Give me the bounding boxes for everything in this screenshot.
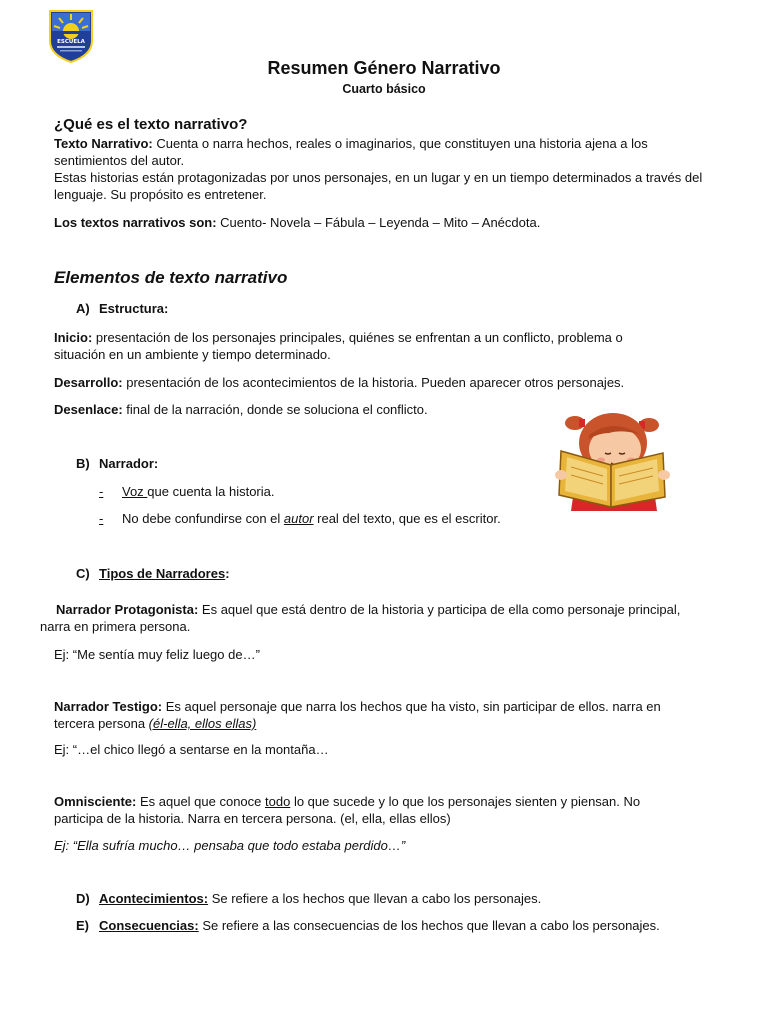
section-c-title: Tipos de Narradores xyxy=(99,566,226,581)
child-reading-icon xyxy=(553,403,671,515)
desarrollo-text: presentación de los acontecimientos de la historia. Pueden aparecer otros personajes. xyxy=(122,375,625,390)
narrator-bullet-1 xyxy=(99,484,275,499)
section-d-text: Se refiere a los hechos que llevan a cabo los personajes. xyxy=(208,891,542,906)
elements-heading: Elementos de texto narrativo xyxy=(54,268,288,287)
narrative-types xyxy=(54,214,704,231)
bullet-dash: - xyxy=(99,484,104,499)
intro-definition xyxy=(54,135,704,169)
bullet-2-autor: autor xyxy=(283,511,314,526)
section-d-title: Acontecimientos: xyxy=(99,891,209,906)
witness-example: Ej: “…el chico llegó a sentarse en la montaña… xyxy=(54,742,329,757)
section-b xyxy=(76,456,158,471)
inicio-label: Inicio: xyxy=(54,330,93,345)
school-shield-icon xyxy=(48,9,94,63)
bullet-1-pre: Voz xyxy=(122,484,148,499)
protagonist-example: Ej: “Me sentía muy feliz luego de…” xyxy=(54,647,260,662)
intro-definition-2: Estas historias están protagonizadas por unos personajes, en un lugar y en un tiempo determinados a través del lenguaje. Su propósito es entretener. xyxy=(54,170,703,202)
section-c-colon: : xyxy=(225,566,230,581)
section-e-letter: E) xyxy=(76,918,89,933)
definition-label: Texto Narrativo: xyxy=(54,136,153,151)
inicio-text: presentación de los personajes principales, quiénes se enfrentan a un conflicto, problema o situación en un ambiente y tiempo determinado. xyxy=(54,330,623,362)
bullet-1-text: que cuenta la historia. xyxy=(147,484,275,499)
section-c xyxy=(76,566,230,581)
section-a-title: Estructura: xyxy=(99,301,169,316)
page-subtitle: Cuarto básico xyxy=(342,82,426,96)
omniscient-label: Omnisciente: xyxy=(54,794,137,809)
desenlace-text: final de la narración, donde se soluciona el conflicto. xyxy=(122,402,428,417)
school-logo xyxy=(48,9,94,63)
section-b-title: Narrador: xyxy=(99,456,159,471)
protagonist-text: Es aquel que está dentro de la historia y participa de ella como personaje principal, narra en primera persona. xyxy=(40,602,681,634)
omniscient-example: Ej: “Ella sufría mucho… pensaba que todo estaba perdido…” xyxy=(54,838,406,853)
witness-paragraph xyxy=(54,698,694,732)
omniscient-todo: todo xyxy=(265,794,291,809)
protagonist-paragraph xyxy=(40,601,700,635)
section-b-letter: B) xyxy=(76,456,90,471)
section-e-title: Consecuencias: xyxy=(99,918,199,933)
inicio-paragraph xyxy=(54,329,674,363)
child-reading-illustration xyxy=(553,403,671,515)
section-a-letter: A) xyxy=(76,301,90,316)
bullet-dash: - xyxy=(99,511,104,526)
omniscient-paragraph xyxy=(54,793,674,827)
protagonist-label: Narrador Protagonista: xyxy=(56,602,199,617)
desenlace-label: Desenlace: xyxy=(54,402,123,417)
section-c-letter: C) xyxy=(76,566,90,581)
omniscient-text2: lo que sucede y lo que los personajes sienten y piensan. No participa de la historia. Narra en tercera persona. (el, ella, ellas ellos) xyxy=(54,794,641,826)
types-label: Los textos narrativos son: xyxy=(54,215,217,230)
section-e-text: Se refiere a las consecuencias de los hechos que llevan a cabo los personajes. xyxy=(198,918,660,933)
section-e xyxy=(76,918,660,933)
definition-text: Cuenta o narra hechos, reales o imaginarios, que constituyen una historia ajena a los sentimientos del autor. xyxy=(54,136,648,168)
bullet-2-text2: real del texto, que es el escritor. xyxy=(313,511,501,526)
omniscient-text: Es aquel que conoce xyxy=(136,794,266,809)
logo-text: ESCUELA xyxy=(57,39,85,45)
section-a xyxy=(76,301,168,316)
narrator-bullet-2 xyxy=(99,511,501,526)
section-d-letter: D) xyxy=(76,891,90,906)
intro-question: ¿Qué es el texto narrativo? xyxy=(54,116,248,133)
section-d xyxy=(76,891,541,906)
types-text: Cuento- Novela – Fábula – Leyenda – Mito – Anécdota. xyxy=(216,215,541,230)
desarrollo-label: Desarrollo: xyxy=(54,375,123,390)
witness-label: Narrador Testigo: xyxy=(54,699,163,714)
bullet-2-text: No debe confundirse con el xyxy=(122,511,284,526)
desarrollo-paragraph xyxy=(54,374,704,391)
witness-text: Es aquel personaje que narra los hechos que ha visto, sin participar de ellos. narra en tercera persona xyxy=(54,699,661,731)
witness-italic: (él-ella, ellos ellas) xyxy=(148,716,257,731)
page-title: Resumen Género Narrativo xyxy=(267,58,501,78)
